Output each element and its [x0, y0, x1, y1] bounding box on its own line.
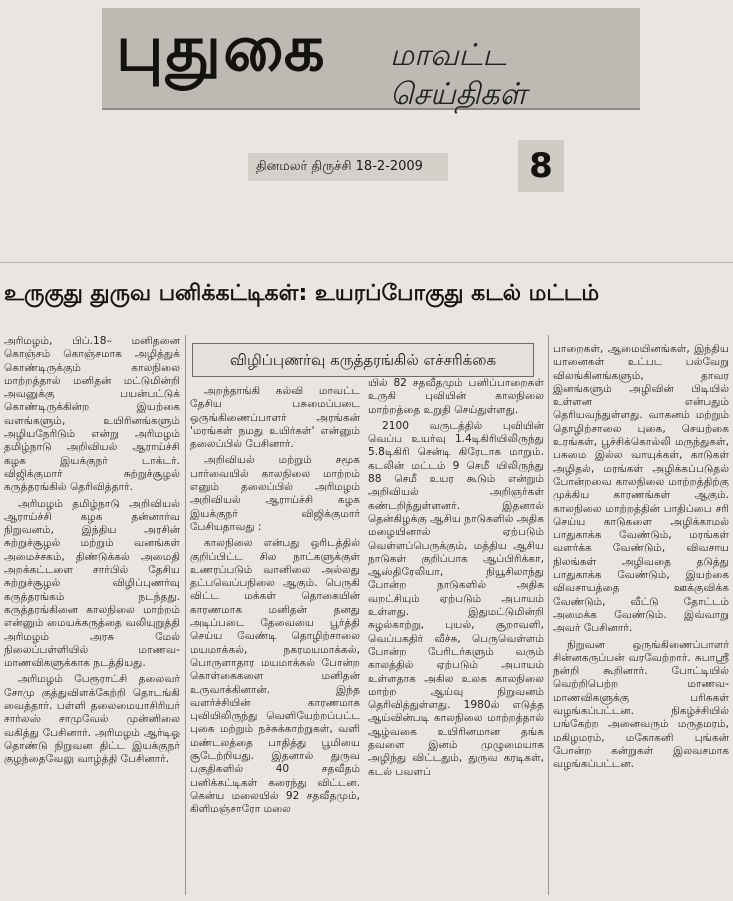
article-column-4 [553, 343, 729, 899]
article-column-2 [190, 385, 360, 899]
article-column-3 [368, 377, 544, 899]
section-name: மாவட்ட செய்திகள் [390, 38, 527, 112]
column-divider [548, 335, 549, 895]
newspaper-name: புதுகை [116, 12, 327, 86]
column-2-paragraph: அறந்தாங்கி கல்வி மாவட்ட தேசிய பசுமைப்படை ஒருங்கிணைப்பாளர் அரங்கன் 'மரங்கள் நமது உயிர்கள்' என்னும் தலைப்பில் பேசினார். [190, 385, 360, 451]
column-3-paragraph: 2100 வருடத்தில் புவியின் வெப்ப உயர்வு 1.4டிகிரியிலிருந்து 5.8டிகிரி சென்டி கிரேடாக மாறும். கடலின் மட்டம் 9 செமீ யிலிருந்து 88 செமீ உயர கூடும் என்றும் அறிவியல் அறிஞர்கள் கண்டறிந்துள்ளனர். இதனால் தென்கிழக்கு ஆசிய நாடுகளில் அதிக மழையினால் ஏற்படும் வெள்ளப்பெருக்கும், மத்திய ஆசிய நாடுகள் குறிப்பாக ஆப்பிரிக்கா, ஆஸ்திரேலியா, நியூசிலாந்து போன்ற நாடுகளில் அதிக வறட்சியும் ஏற்படும் அபாயம் உள்ளது. இதுமட்டுமின்றி சுழல்காற்று, புயல், சூறாவளி, வெப்பகதிர் வீச்சு, பெருவெள்ளம் போன்ற பேரிடர்களும் வரும் காலத்தில் ஏற்படும் அபாயம் உள்ளதாக அகில உலக காலநிலை மாற்ற ஆய்வு நிறுவனம் தெரிவித்துள்ளது. 1980ல் எடுத்த ஆய்வின்படி காலநிலை மாற்றத்தால் ஆழ்வகை உயிரினமான தங்க தவளை இனம் முழுமையாக அழிந்து விட்டதும், துருவ கரடிகள், கடல் பவளப் [368, 419, 544, 778]
column-1-paragraph: அரிமழம், பிப்.18– மனிதனை கொஞ்சம் கொஞ்சமாக அழித்துக் கொண்டிருக்கும் காலநிலை மாற்றத்தால் மனிதன் மட்டுமின்றி அவனுக்கு பயன்பட்டுக் கொண்டிருக்கின்ற இயற்கை வளங்களும், உயிரினங்களும் அழியநேரிடும் என்று அரிமழம் தமிழ்நாடு அறிவியல் ஆராய்ச்சி கழக இயக்குநர் டாக்டர். விஜிக்குமார் சுற்றுச்சூழல் கருத்தரங்கில் தெரிவித்தார். [4, 335, 180, 494]
article-headline: உருகுது துருவ பனிக்கட்டிகள்: உயரப்போகுது கடல் மட்டம் [4, 281, 600, 306]
column-4-paragraph: நிறுவன ஒருங்கிணைப்பாளர் சின்னகருப்பன் வரவேற்றார். சுபாஸ்ரீ நன்றி கூறினார். போட்டியில் வெற்றிபெற்ற மாணவ-மாணவிகளுக்கு பரிசுகள் வழங்கப்பட்டன. நிகழ்ச்சியில் பங்கேற்ற அனைவரும் மருதமரம், மகிழமரம், மகோகனி புங்கன் போன்ற கன்றுகள் இலவசமாக வழங்கப்பட்டன. [553, 638, 729, 771]
column-4-paragraph: பாறைகள், ஆமையினங்கள், இந்திய யானைகள் உட்பட பல்வேறு விலங்கினங்களும், தாவர இனங்களும் அழிவின் பிடியில் உள்ளன என்பதும் தெரியவந்துள்ளது. வாகனம் மற்றும் தொழிற்சாலை புகை, செயற்கை உரங்கள், பூச்சிக்கொல்லி மருந்துகள், பசுமை இல்ல வாயுக்கள், காடுகள் அழிதல், மரங்கள் அழிக்கப்படுதல் போன்றவை காலநிலை மாற்றத்திற்கு முக்கிய காரணங்கள் ஆகும். காலநிலை மாற்றத்தின் பாதிப்பை சரி செய்ய காடுகளை அழிக்காமல் பாதுகாக்க வேண்டும், மரங்கள் வளர்க்க வேண்டும், விவசாய நிலங்கள் அழிவதை தடுத்து பாதுகாக்க வேண்டும், இயற்கை விவசாயத்தை ஊக்குவிக்க வேண்டும், வீட்டு தோட்டம் அமைக்க வேண்டும். இவ்வாறு அவர் பேசினார். [553, 343, 729, 635]
news-clipping [0, 262, 733, 901]
column-2-paragraph: காலநிலை என்பது ஒரிடத்தில் குறிப்பிட்ட சில நாட்களுக்குள் உணரப்படும் வானிலை அல்லது தட்பவெப்பநிலை ஆகும். பெருகி விட்ட மக்கள் தொகையின் காரணமாக மனிதன் தனது அடிப்படை தேவையை பூர்த்தி செய்ய வேண்டி தொழிற்சாலை மயமாக்கல், நகரமயமாக்கல், பொருளாதார மயமாக்கல் போன்ற கொள்கைகளை மனிதன் உருவாக்கினான். இந்த வளர்ச்சியின் காரணமாக புவியிலிருந்து வெளியேற்றப்பட்ட புகை மற்றும் நச்சுக்காற்றுகள், வளி மண்டலத்தை பாதித்து பூமியை சூடேற்றியது. இதனால் துருவ பகுதிகளில் 40 சதவீதம் பனிக்கட்டிகள் கரைந்து விட்டன. கென்ய மலையில் 92 சதவீதமும், கிளிமஞ்சாரோ மலை [190, 537, 360, 816]
page-number: 8 [518, 140, 564, 192]
masthead [102, 8, 640, 110]
column-1-paragraph: அரிமழம் தமிழ்நாடு அறிவியல் ஆராய்ச்சி கழக தன்னார்வ நிறுவனம், இந்திய அரசின் சுற்றுச்சூழல் மற்றும் வனங்கள் அமைச்சகம், திண்டுக்கல் அமைதி அறக்கட்டளை சார்பில் தேசிய சுற்றுச்சூழல் விழிப்புணர்வு கருத்தரங்கம் நடந்தது. கருத்தரங்கினை காலநிலை மாற்றம் என்னும் மையக்கருத்தை வலியுறுத்தி அரிமழம் அரசு மேல் நிலைப்பள்ளியில் மாணவ-மாணவிகளுக்காக நடத்தியது. [4, 497, 180, 670]
column-2-paragraph: அறிவியல் மற்றும் சமூக பார்வையில் காலநிலை மாற்றம் எனும் தலைப்பில் அரிமழம் அறிவியல் ஆராய்ச்சி கழக இயக்குநர் விஜிக்குமார் பேசியதாவது : [190, 454, 360, 533]
column-1-paragraph: அரிமழம் பேரூராட்சி தலைவர் சோமு குத்துவிளக்கேற்றி தொடங்கி வைத்தார். பள்ளி தலைமையாசிரியர் சார்லஸ் சாமுவேல் முன்னிலை வகித்து பேசினார். அரிமழம் ஆர்டிஓ தொண்டு நிறுவன திட்ட இயக்குநர் குழந்தைவேலு வாழ்த்தி பேசினார். [4, 673, 180, 766]
dateline: தினமலர் திருச்சி 18-2-2009 [248, 153, 448, 181]
article-subheadline: விழிப்புணர்வு கருத்தரங்கில் எச்சரிக்கை [192, 343, 534, 377]
article-column-1 [4, 335, 180, 899]
column-3-paragraph: யில் 82 சதவீதமும் பனிப்பாறைகள் உருகி புவியின் காலநிலை மாற்றத்தை உறுதி செய்துள்ளது. [368, 377, 544, 416]
column-divider [185, 335, 186, 895]
